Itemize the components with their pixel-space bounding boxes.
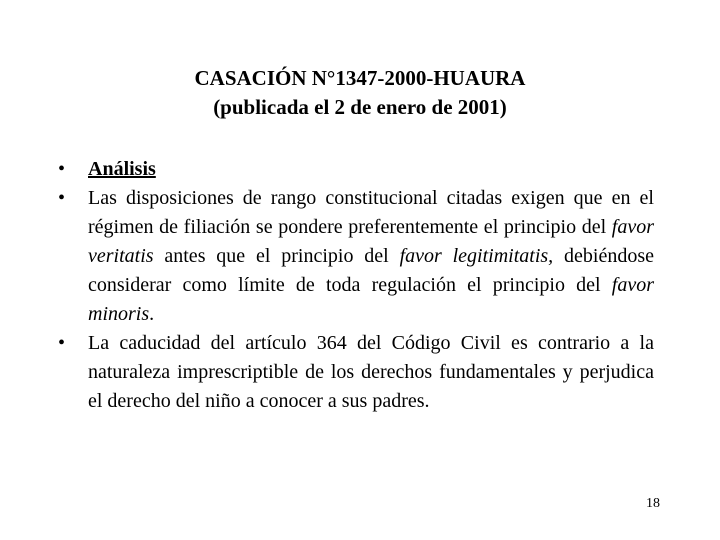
bullet-icon: •: [58, 158, 66, 180]
bullet-item-caducidad: [58, 329, 654, 416]
latin-term-favor-veritatis: favor veritatis: [88, 216, 654, 267]
text-segment: antes que el principio del: [153, 245, 400, 267]
bullet-icon: •: [58, 187, 66, 209]
bullet-item-analysis: [58, 155, 654, 184]
slide-title: CASACIÓN N°1347-2000-HUAURA: [194, 66, 526, 90]
page-number: 18: [646, 496, 660, 511]
latin-term-favor-legitimitatis: favor legitimitatis,: [399, 245, 554, 267]
text-segment: .: [149, 303, 155, 325]
bullet-text: La caducidad del artículo 364 del Código Civil es contrario a la naturaleza imprescriptible de los derechos fundamentales y perjudica el derecho del niño a conocer a sus padres.: [88, 332, 654, 412]
bullet-icon: •: [58, 332, 66, 354]
title-block: [0, 64, 720, 122]
text-segment: Las disposiciones de rango constitucional citadas exigen que en el régimen de filiación se pondere preferentemente el principio del: [88, 187, 654, 238]
analysis-heading: Análisis: [88, 158, 156, 180]
slide-subtitle: (publicada el 2 de enero de 2001): [213, 95, 507, 119]
bullet-item-constitutional: [58, 184, 654, 329]
bullet-list: [58, 155, 654, 416]
text-segment: debiéndose considerar como límite de toda regulación el principio del: [88, 245, 654, 296]
latin-term-favor-minoris: favor minoris: [88, 274, 654, 325]
